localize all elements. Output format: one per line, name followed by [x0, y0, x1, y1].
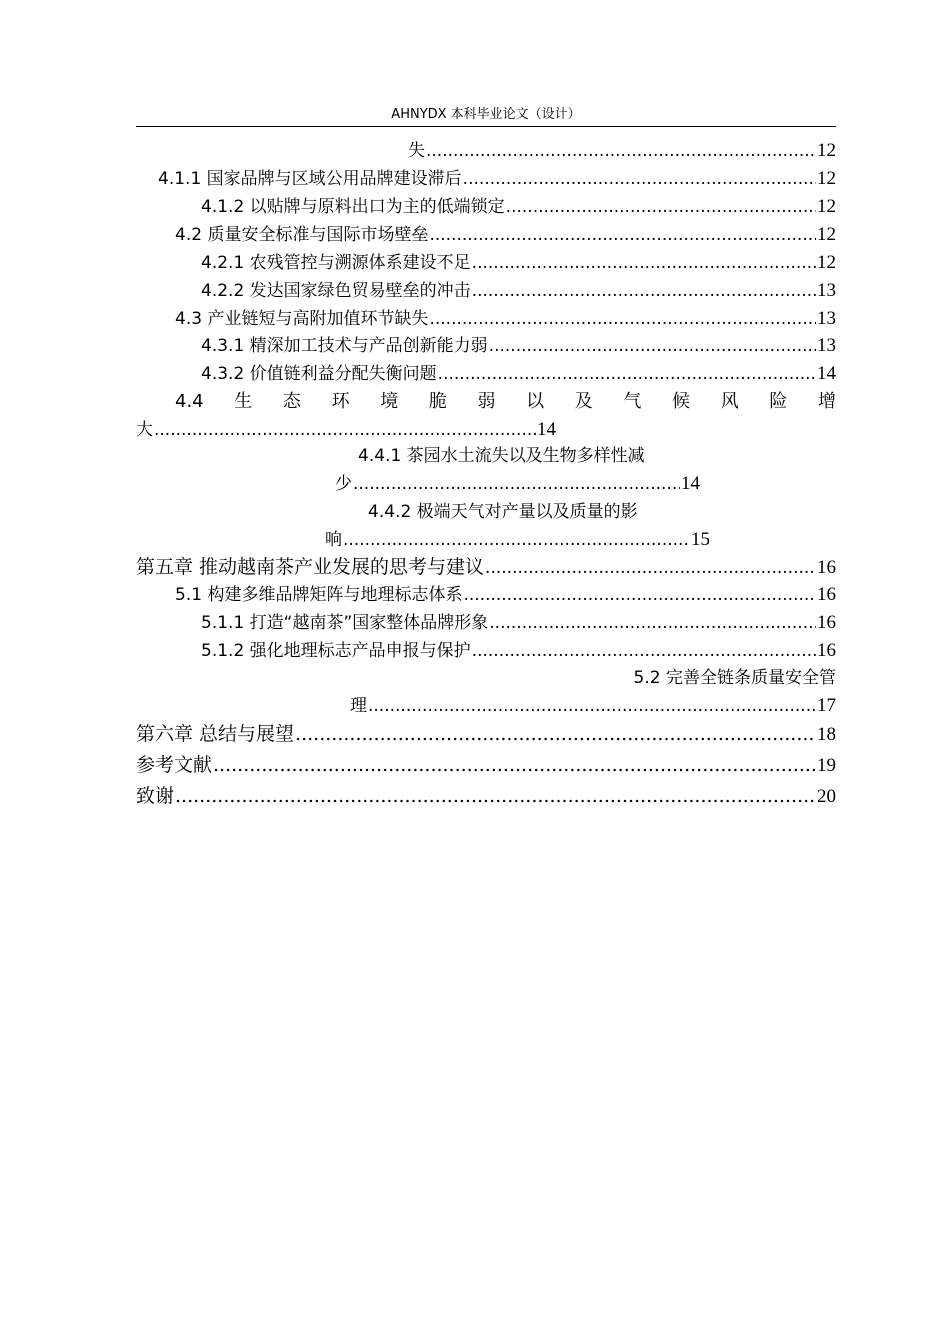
toc-char: 生 [234, 391, 253, 412]
toc-title: 少 [335, 474, 352, 494]
toc-title: 理 [350, 696, 367, 716]
toc-page: 16 [817, 612, 836, 633]
toc-title: 4.2.1 农残管控与溯源体系建设不足 [201, 253, 471, 273]
toc-title: 致谢 [136, 785, 175, 807]
toc-page: 12 [817, 196, 836, 217]
toc-page: 13 [817, 308, 836, 329]
toc-entry[interactable] [201, 639, 836, 663]
toc-leader [353, 472, 680, 496]
toc-page: 13 [817, 280, 836, 301]
toc-title: 5.1.1 打造“越南茶”国家整体品牌形象 [201, 613, 489, 633]
toc-leader [472, 639, 816, 663]
page-header: AHNYDX 本科毕业论文（设计） [391, 107, 581, 122]
toc-title: 大 [136, 420, 153, 440]
toc-leader [429, 307, 816, 331]
toc-entry[interactable] [136, 418, 556, 442]
toc-leader [343, 528, 690, 552]
toc-char: 4.4 [175, 391, 204, 412]
toc-chapter[interactable] [136, 784, 836, 808]
toc-entry[interactable] [201, 334, 836, 358]
toc-page: 16 [817, 557, 836, 578]
toc-leader [429, 223, 816, 247]
toc-char: 态 [282, 391, 301, 412]
toc-leader [463, 583, 816, 607]
toc-page: 12 [817, 140, 836, 161]
toc-title-line: 4.4.1 茶园水土流失以及生物多样性减 [358, 446, 645, 466]
toc-title: 4.2 质量安全标准与国际市场壁垒 [175, 225, 429, 245]
header-rule [136, 126, 836, 127]
toc-entry[interactable] [201, 251, 836, 275]
toc-page: 18 [817, 724, 836, 745]
toc-char: 候 [672, 391, 691, 412]
toc-title: 第六章 总结与展望 [136, 723, 295, 745]
toc-entry-justified[interactable] [175, 390, 836, 414]
toc-page: 12 [817, 168, 836, 189]
toc-page: 12 [817, 224, 836, 245]
toc-title: 4.1.1 国家品牌与区域公用品牌建设滞后 [158, 169, 462, 189]
toc-leader [472, 251, 816, 275]
toc-entry[interactable] [408, 139, 836, 163]
toc-title: 4.1.2 以贴牌与原料出口为主的低端锁定 [201, 197, 505, 217]
toc-leader [426, 139, 816, 163]
toc-page: 14 [681, 473, 700, 494]
toc-leader [489, 334, 816, 358]
toc-page: 16 [817, 584, 836, 605]
toc-char: 险 [769, 391, 788, 412]
toc-page: 14 [537, 419, 556, 440]
toc-char: 气 [623, 391, 642, 412]
toc-page: 15 [691, 529, 710, 550]
toc-title: 5.1.2 强化地理标志产品申报与保护 [201, 641, 471, 661]
toc-char: 境 [380, 391, 399, 412]
toc-page: 17 [817, 695, 836, 716]
toc-page: 14 [817, 363, 836, 384]
toc-leader [213, 753, 816, 777]
toc-page: 13 [817, 335, 836, 356]
toc-page: 20 [817, 786, 836, 807]
toc-entry[interactable] [201, 362, 836, 386]
toc-leader [438, 362, 816, 386]
toc-leader [485, 556, 816, 580]
toc-char: 风 [720, 391, 739, 412]
toc-entry[interactable] [201, 195, 836, 219]
toc-leader [175, 784, 816, 808]
toc-entry[interactable] [201, 611, 836, 635]
toc-entry[interactable] [335, 472, 700, 496]
toc-entry[interactable] [175, 583, 836, 607]
toc-title: 4.3 产业链短与高附加值环节缺失 [175, 309, 429, 329]
toc-title: 4.2.2 发达国家绿色贸易壁垒的冲击 [201, 281, 471, 301]
toc-entry[interactable] [201, 279, 836, 303]
toc-leader [472, 279, 816, 303]
toc-chapter[interactable] [136, 722, 836, 746]
toc-char: 增 [817, 391, 836, 412]
toc-chapter[interactable] [136, 555, 836, 579]
toc-chapter[interactable] [136, 753, 836, 777]
toc-title: 5.1 构建多维品牌矩阵与地理标志体系 [175, 585, 463, 605]
toc-char: 环 [331, 391, 350, 412]
toc-title: 4.3.2 价值链利益分配失衡问题 [201, 364, 437, 384]
toc-page: 12 [817, 252, 836, 273]
toc-char: 及 [574, 391, 593, 412]
toc-leader [489, 611, 816, 635]
toc-leader [506, 195, 816, 219]
toc-title-line: 5.2 完善全链条质量安全管 [633, 668, 836, 688]
toc-title: 4.3.1 精深加工技术与产品创新能力弱 [201, 336, 488, 356]
toc-leader [368, 694, 816, 718]
toc-entry[interactable] [175, 223, 836, 247]
toc-char: 弱 [477, 391, 496, 412]
toc-page: 19 [817, 755, 836, 776]
toc-page: 16 [817, 640, 836, 661]
toc-title: 参考文献 [136, 754, 213, 776]
toc-char: 以 [526, 391, 545, 412]
toc-title: 响 [325, 530, 342, 550]
toc-entry[interactable] [175, 307, 836, 331]
toc-entry[interactable] [158, 167, 836, 191]
toc-entry[interactable] [350, 694, 836, 718]
toc-title: 失 [408, 141, 425, 161]
toc-title-line: 4.4.2 极端天气对产量以及质量的影 [368, 502, 638, 522]
toc-title: 第五章 推动越南茶产业发展的思考与建议 [136, 556, 485, 578]
toc-char: 脆 [428, 391, 447, 412]
toc-leader [463, 167, 816, 191]
toc-entry[interactable] [325, 528, 710, 552]
toc-leader [295, 722, 816, 746]
toc-leader [154, 418, 536, 442]
